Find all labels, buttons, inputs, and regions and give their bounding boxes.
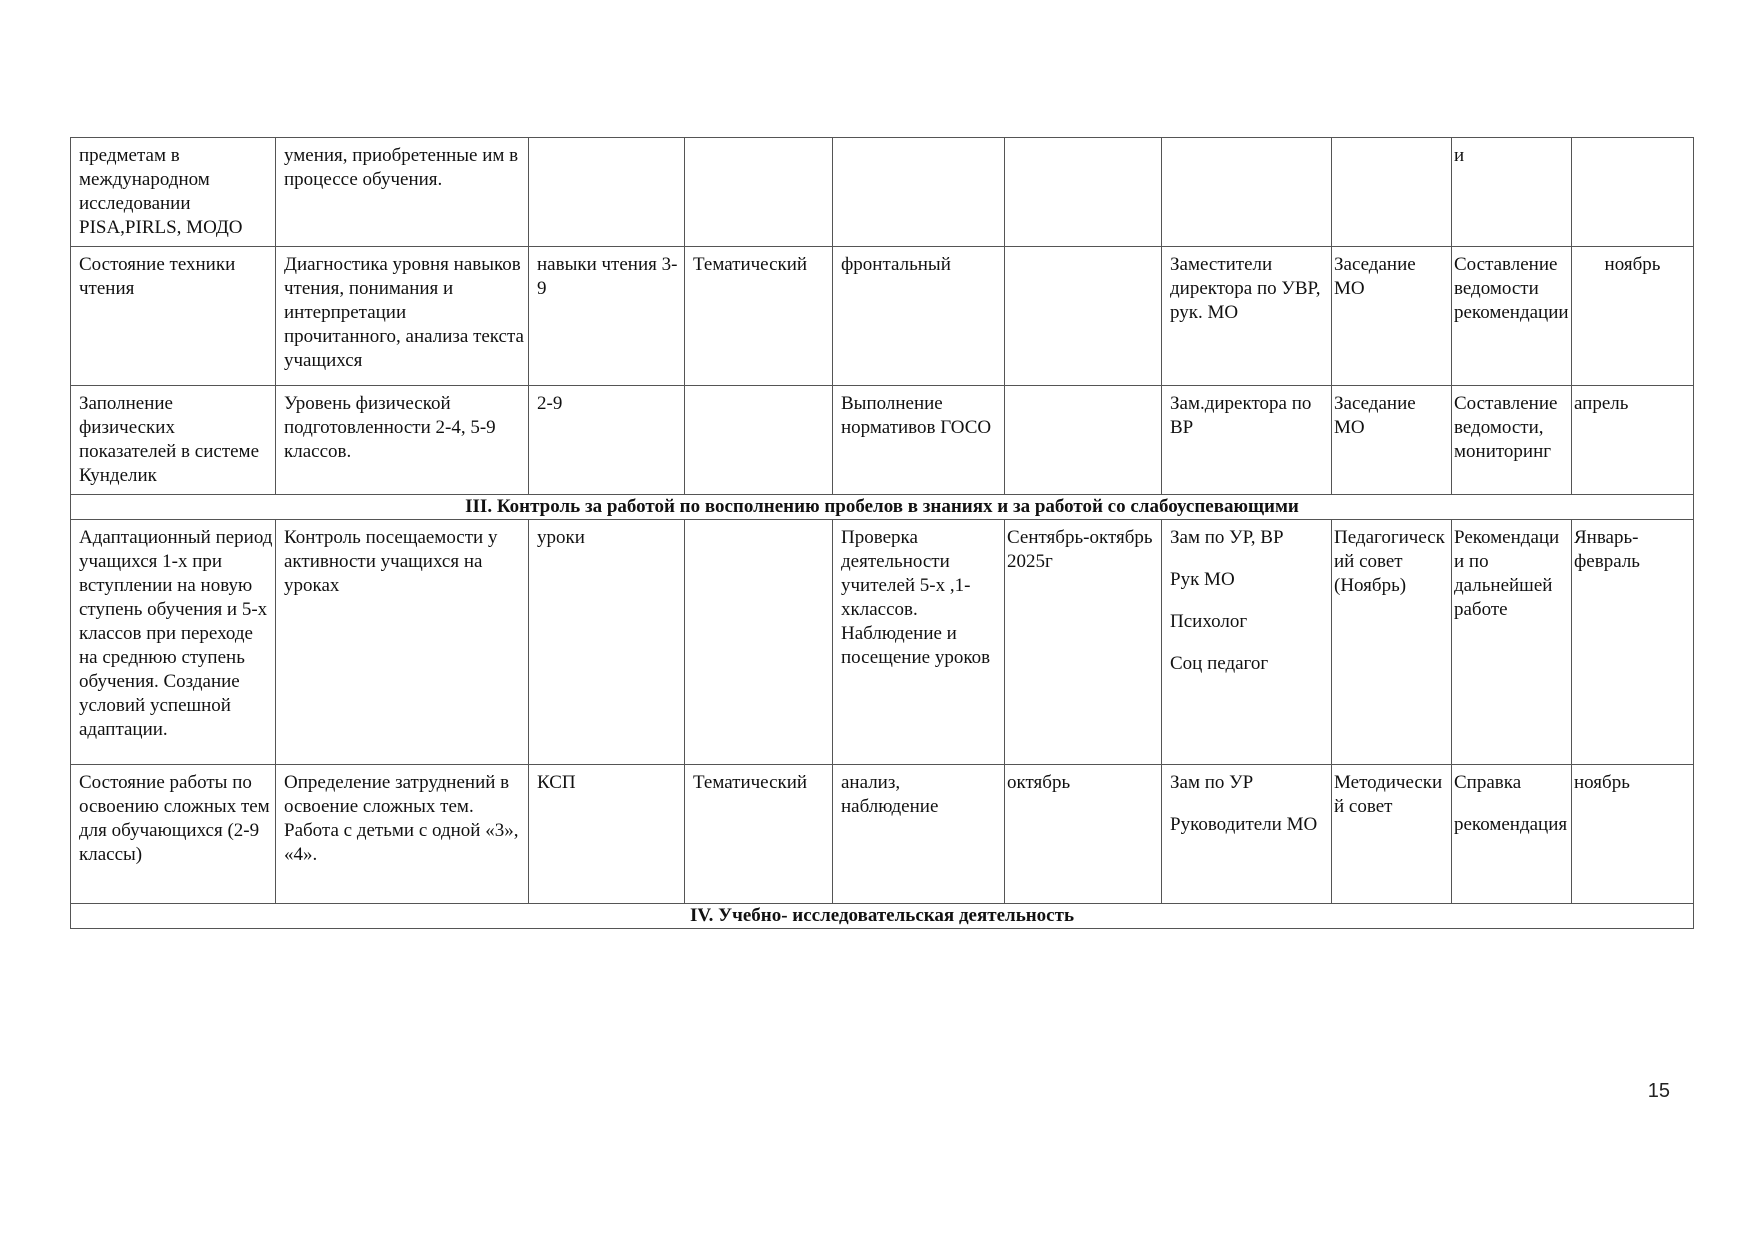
page-number: 15 (1647, 1080, 1670, 1102)
cell-text: и (1454, 145, 1465, 166)
cell-text: анализ, наблюдение (841, 772, 939, 817)
table-cell (1452, 247, 1572, 386)
table-row (71, 520, 1694, 765)
table-cell (685, 247, 833, 386)
cell-text: апрель (1574, 393, 1629, 414)
table-cell (1332, 247, 1452, 386)
table-cell (1332, 765, 1452, 904)
table-cell (1452, 765, 1572, 904)
cell-paragraph: Рук МО (1170, 569, 1235, 590)
table-cell (685, 520, 833, 765)
table-cell (1162, 520, 1332, 765)
cell-text: Тематический (693, 254, 808, 275)
section-heading: III. Контроль за работой по восполнению пробелов в знаниях и за работой со слабоуспевающими (71, 495, 1694, 520)
cell-text: октябрь (1007, 772, 1071, 793)
table-cell (1162, 386, 1332, 495)
cell-text: Заместители директора по УВР, рук. МО (1170, 254, 1321, 323)
cell-paragraph: Зам по УР (1170, 772, 1254, 793)
table-cell (276, 386, 529, 495)
table-cell (529, 138, 685, 247)
cell-text: Определение затруднений в освоение сложных тем. Работа с детьми с одной «3», «4». (284, 772, 519, 865)
cell-text: умения, приобретенные им в процессе обучения. (284, 145, 519, 190)
table-row (71, 386, 1694, 495)
cell-paragraph: Зам по УР, ВР (1170, 527, 1284, 548)
cell-text: ноябрь (1574, 772, 1630, 793)
table-row (71, 247, 1694, 386)
table-cell (1332, 138, 1452, 247)
table-cell (833, 520, 1005, 765)
cell-text: навыки чтения 3-9 (537, 254, 678, 299)
table-row (71, 765, 1694, 904)
cell-text: Контроль посещаемости у активности учащихся на уроках (284, 527, 498, 596)
table-cell (685, 765, 833, 904)
cell-text: фронтальный (841, 254, 951, 275)
table-cell (685, 386, 833, 495)
table-cell (529, 247, 685, 386)
table-cell (1452, 138, 1572, 247)
cell-paragraph: Руководители МО (1170, 814, 1318, 835)
cell-text: КСП (537, 772, 576, 793)
table-cell (1005, 386, 1162, 495)
table-cell (833, 765, 1005, 904)
table-cell (833, 138, 1005, 247)
cell-text: Составление ведомости, мониторинг (1454, 393, 1558, 462)
table-cell (1332, 520, 1452, 765)
table-cell (529, 520, 685, 765)
table-cell (1572, 247, 1694, 386)
cell-text: Диагностика уровня навыков чтения, понимания и интерпретации прочитанного, анализа текста учащихся (284, 254, 524, 371)
cell-text: Состояние работы по освоению сложных тем для обучающихся (2-9 классы) (79, 772, 270, 865)
cell-text: Педагогический совет (Ноябрь) (1334, 527, 1445, 596)
table-cell (1572, 138, 1694, 247)
table-cell (833, 386, 1005, 495)
cell-text: Состояние техники чтения (79, 254, 236, 299)
cell-text: Тематический (693, 772, 808, 793)
cell-text: Проверка деятельности учителей 5-х ,1-хклассов. Наблюдение и посещение уроков (841, 527, 991, 668)
table-cell (1162, 765, 1332, 904)
table-cell (1332, 386, 1452, 495)
table-cell (529, 386, 685, 495)
cell-text: Заседание МО (1334, 393, 1416, 438)
cell-text: Адаптационный период учащихся 1-х при вступлении на новую ступень обучения и 5-х классов при переходе на среднюю ступень обучения. Создание условий успешной адаптации. (79, 527, 273, 740)
table-cell (276, 138, 529, 247)
cell-paragraph: Психолог (1170, 611, 1248, 632)
table-cell (1005, 765, 1162, 904)
cell-text: Январь-февраль (1574, 527, 1640, 572)
section-heading-row (71, 495, 1694, 520)
table-row (71, 138, 1694, 247)
cell-paragraph: рекомендация (1454, 814, 1568, 835)
table-cell (1572, 386, 1694, 495)
table-cell (1572, 765, 1694, 904)
table-cell (71, 247, 276, 386)
cell-paragraph: Соц педагог (1170, 653, 1269, 674)
table-cell (1005, 247, 1162, 386)
cell-text: Заседание МО (1334, 254, 1416, 299)
table-cell (1452, 386, 1572, 495)
cell-text: Сентябрь-октябрь 2025г (1007, 527, 1153, 572)
table-cell (71, 138, 276, 247)
table-cell (833, 247, 1005, 386)
cell-text: ноябрь (1604, 254, 1661, 275)
cell-text: уроки (537, 527, 585, 548)
cell-text: Рекомендации по дальнейшей работе (1454, 527, 1560, 620)
table-body (71, 138, 1694, 929)
table-cell (1005, 520, 1162, 765)
table-cell (1162, 138, 1332, 247)
cell-text: предметам в международном исследовании PISA,PIRLS, МОДО (79, 145, 243, 238)
table-cell (71, 765, 276, 904)
table-cell (1572, 520, 1694, 765)
table-cell (529, 765, 685, 904)
table-cell (1452, 520, 1572, 765)
cell-text: Методический совет (1334, 772, 1443, 817)
cell-paragraph: Справка (1454, 772, 1522, 793)
table-cell (276, 247, 529, 386)
section-heading-row (71, 904, 1694, 929)
cell-text: 2-9 (537, 393, 563, 414)
table-cell (1162, 247, 1332, 386)
table-cell (685, 138, 833, 247)
table-cell (71, 520, 276, 765)
cell-text: Составление ведомости рекомендации (1454, 254, 1569, 323)
table-cell (71, 386, 276, 495)
table-cell (276, 765, 529, 904)
table-cell (1005, 138, 1162, 247)
section-heading: IV. Учебно- исследовательская деятельность (71, 904, 1694, 929)
cell-text: Выполнение нормативов ГОСО (841, 393, 992, 438)
plan-table (70, 137, 1694, 929)
table-cell (276, 520, 529, 765)
cell-text: Заполнение физических показателей в системе Кунделик (79, 393, 260, 486)
cell-text: Уровень физической подготовленности 2-4, 5-9 классов. (284, 393, 496, 462)
cell-text: Зам.директора по ВР (1170, 393, 1312, 438)
